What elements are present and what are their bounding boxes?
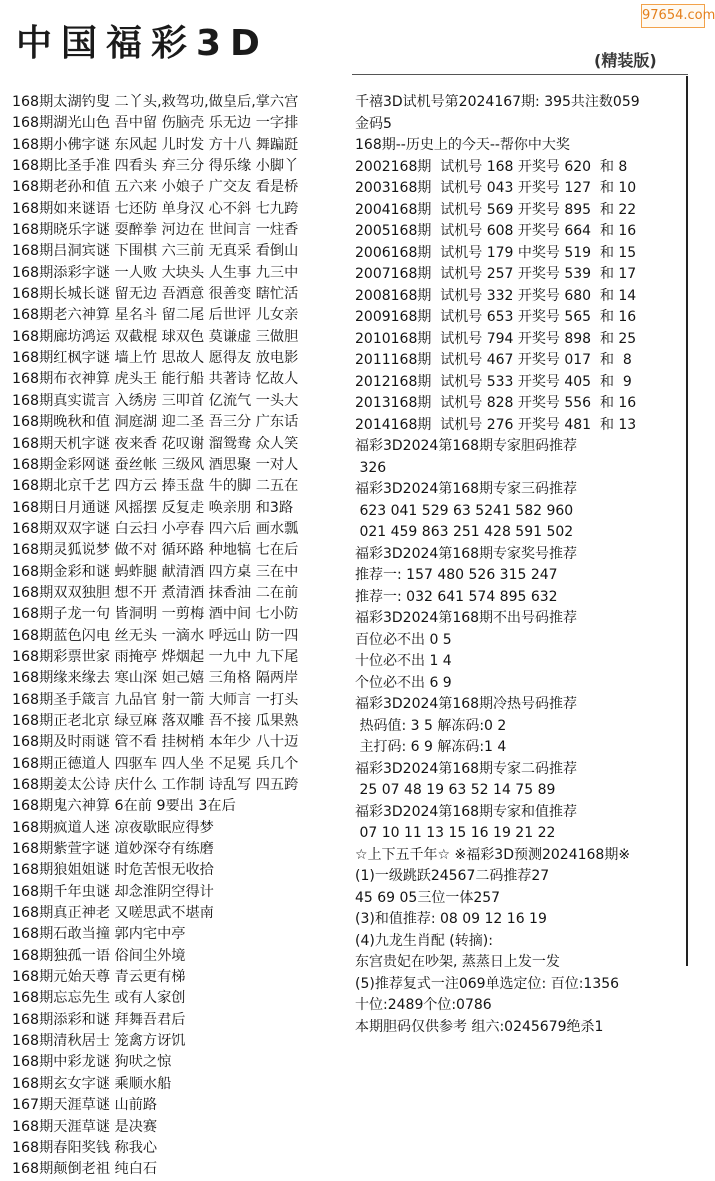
prediction-line: 07 10 11 13 15 16 19 21 22 — [355, 825, 556, 841]
riddle-line: 168期金彩和谜 蚂蚱腿 献清酒 四方桌 三在中 — [12, 563, 299, 580]
prediction-line: 2003168期 试机号 043 开奖号 127 和 10 — [355, 180, 637, 196]
riddle-line: 168期狼姐姐谜 时危苦恨无收拾 — [12, 862, 214, 879]
prediction-line: 326 — [355, 459, 387, 476]
prediction-line: 十位必不出 1 4 — [355, 653, 452, 669]
prediction-line: 25 07 48 19 63 52 14 75 89 — [355, 782, 556, 798]
riddle-line: 168期圣手箴言 九品官 射一箭 大师言 一打头 — [12, 691, 299, 708]
riddle-list — [12, 92, 352, 1178]
riddle-line: 168期紫萱字谜 道妙深夺有练磨 — [12, 841, 214, 858]
prediction-line: 2008168期 试机号 332 开奖号 680 和 14 — [355, 287, 637, 304]
prediction-line: 2013168期 试机号 828 开奖号 556 和 16 — [355, 395, 637, 411]
riddle-line: 168期小佛字谜 东风起 儿时发 方十八 舞蹁跹 — [12, 136, 299, 153]
right-border-line — [686, 76, 688, 966]
riddle-line: 168期春阳奖钱 称我心 — [12, 1139, 158, 1156]
riddle-line: 168期中彩龙谜 狗吠之惊 — [12, 1054, 172, 1071]
riddle-line: 168期廊坊鸿运 双截棍 球双色 莫谦虚 三做胆 — [12, 328, 299, 345]
riddle-line: 168期颠倒老祖 纯白石 — [12, 1161, 158, 1178]
riddle-line: 168期正老北京 绿豆麻 落双雕 吾不接 瓜果熟 — [12, 712, 299, 729]
prediction-line: 东宫贵妃在吵架, 蒸蒸日上发一发 — [355, 954, 560, 970]
prediction-line: 2005168期 试机号 608 开奖号 664 和 16 — [355, 223, 637, 239]
prediction-line: 推荐一: 157 480 526 315 247 — [355, 567, 558, 583]
riddle-line: 168期天涯草谜 是决赛 — [12, 1118, 158, 1135]
riddle-line: 168期忘忘先生 或有人家创 — [12, 990, 186, 1007]
riddle-line: 168期独孤一语 俗间尘外境 — [12, 947, 186, 964]
riddle-line: 168期太湖钓叟 二丫头,救驾功,做皇后,掌六宫 — [12, 94, 299, 110]
riddle-line: 168期红枫字谜 墙上竹 思故人 愿得友 放电影 — [12, 350, 299, 367]
riddle-line: 168期双双字谜 白云扫 小亭春 四六后 画水瓢 — [12, 520, 299, 537]
riddle-line: 168期清秋居士 笼禽方讶饥 — [12, 1033, 186, 1050]
prediction-line: 福彩3D2024第168期不出号码推荐 — [355, 610, 578, 626]
riddle-line: 168期元始天尊 青云更有梯 — [12, 969, 186, 986]
riddle-line: 168期金彩网谜 蚕丝帐 三级风 酒思聚 一对人 — [12, 456, 299, 473]
riddle-line: 168期布衣神算 虎头王 能行船 共著诗 忆故人 — [12, 371, 299, 388]
riddle-line: 168期姜太公诗 庆什么 工作制 诗乱写 四五跨 — [12, 777, 299, 793]
prediction-line: 福彩3D2024第168期专家三码推荐 — [355, 481, 578, 497]
prediction-line: 021 459 863 251 428 591 502 — [355, 524, 574, 540]
riddle-line: 168期灵狐说梦 做不对 循环路 种地犒 七在后 — [12, 542, 299, 559]
prediction-line: (5)推荐复式一注069单选定位: 百位:1356 — [355, 975, 620, 992]
prediction-line: (3)和值推荐: 08 09 12 16 19 — [355, 911, 547, 927]
page-title: 中国福彩3D — [16, 23, 269, 64]
prediction-line: (1)一级跳跃24567二码推荐27 — [355, 868, 550, 884]
page-subtitle: (精装版) — [594, 51, 657, 70]
prediction-line: 个位必不出 6 9 — [355, 674, 452, 691]
riddle-line: 168期疯道人迷 凉夜歇眠应得梦 — [12, 819, 214, 836]
prediction-line: 百位必不出 0 5 — [355, 631, 452, 648]
top-divider — [352, 74, 688, 75]
riddle-line: 168期缘来缘去 寒山深 妲己嬉 三角格 隔两岸 — [12, 670, 299, 687]
site-watermark: 97654.com — [641, 4, 705, 28]
prediction-line: 2011168期 试机号 467 开奖号 017 和 8 — [355, 352, 632, 368]
riddle-line: 168期双双独胆 想不开 煮清酒 抹香油 二在前 — [12, 584, 299, 601]
riddle-line: 168期长城长谜 留无边 吾酒意 很善变 瞎忙活 — [12, 286, 299, 303]
prediction-line: 2002168期 试机号 168 开奖号 620 和 8 — [355, 158, 628, 175]
prediction-line: (4)九龙生肖配 (转摘): — [355, 932, 493, 949]
riddle-line: 168期湖光山色 吾中留 伤脑壳 乐无边 一字排 — [12, 115, 299, 132]
riddle-line: 168期及时雨谜 管不看 挂树梢 本年少 八十迈 — [12, 734, 299, 751]
prediction-line: 福彩3D2024第168期专家和值推荐 — [355, 803, 578, 820]
prediction-line: 千禧3D试机号第2024167期: 395共注数059 — [355, 94, 640, 110]
prediction-line: 金码5 — [355, 115, 392, 132]
riddle-line: 168期晚秋和值 洞庭湖 迎二圣 吾三分 广东话 — [12, 414, 299, 431]
riddle-line: 168期玄女字谜 乘顺水船 — [12, 1075, 172, 1092]
prediction-line: 2004168期 试机号 569 开奖号 895 和 22 — [355, 201, 637, 218]
riddle-line: 168期石敢当撞 郭内宅中亭 — [12, 926, 186, 943]
riddle-line: 167期天涯草谜 山前路 — [12, 1097, 158, 1114]
prediction-line: 2009168期 试机号 653 开奖号 565 和 16 — [355, 309, 637, 325]
riddle-line: 168期千年虫谜 却念淮阴空得计 — [12, 883, 214, 900]
riddle-line: 168期彩票世家 雨掩亭 烨烟起 一九中 九下尾 — [12, 648, 299, 665]
riddle-line: 168期鬼六神算 6在前 9要出 3在后 — [12, 798, 236, 815]
riddle-line: 168期正德道人 四驱车 四人坐 不足冕 兵几个 — [12, 755, 299, 772]
prediction-line: 推荐一: 032 641 574 895 632 — [355, 588, 558, 605]
riddle-line: 168期添彩和谜 拜舞吾君后 — [12, 1011, 186, 1028]
prediction-line: 主打码: 6 9 解冻码:1 4 — [355, 739, 507, 755]
prediction-line: 福彩3D2024第168期专家奖号推荐 — [355, 545, 578, 562]
prediction-panel — [355, 92, 685, 1035]
riddle-line: 168期天机字谜 夜来香 花叹谢 溜鸳鸯 众人笑 — [12, 435, 299, 452]
prediction-line: 623 041 529 63 5241 582 960 — [355, 502, 574, 519]
prediction-line: 45 69 05三位一体257 — [355, 889, 501, 906]
prediction-line: 2010168期 试机号 794 开奖号 898 和 25 — [355, 330, 637, 347]
riddle-line: 168期北京千艺 四方云 捧玉盘 牛的脚 二五在 — [12, 478, 299, 495]
riddle-line: 168期吕洞宾谜 下围棋 六三前 无真采 看倒山 — [12, 243, 299, 260]
prediction-line: 2014168期 试机号 276 开奖号 481 和 13 — [355, 416, 637, 433]
riddle-line: 168期如来谜语 七还防 单身汉 心不斜 七九跨 — [12, 200, 299, 217]
prediction-line: 本期胆码仅供参考 组六:0245679绝杀1 — [355, 1018, 604, 1035]
prediction-line: ☆上下五千年☆ ※福彩3D预测2024168期※ — [355, 846, 631, 863]
prediction-line: 168期--历史上的今天--帮你中大奖 — [355, 137, 570, 153]
riddle-line: 168期蓝色闪电 丝无头 一滴水 呼远山 防一四 — [12, 627, 299, 644]
prediction-line: 2006168期 试机号 179 中奖号 519 和 15 — [355, 244, 637, 261]
riddle-line: 168期日月通谜 风摇摆 反复走 唤亲朋 和3路 — [12, 499, 294, 516]
prediction-line: 2012168期 试机号 533 开奖号 405 和 9 — [355, 373, 632, 390]
riddle-line: 168期比圣手准 四看头 弃三分 得乐缘 小脚丫 — [12, 158, 299, 175]
riddle-line: 168期老六神算 星名斗 留二尾 后世评 儿女亲 — [12, 307, 299, 324]
prediction-line: 2007168期 试机号 257 开奖号 539 和 17 — [355, 266, 637, 282]
riddle-line: 168期真实谎言 入绣房 三叩首 亿流气 一头大 — [12, 392, 299, 409]
prediction-line: 福彩3D2024第168期专家二码推荐 — [355, 760, 578, 777]
prediction-line: 福彩3D2024第168期专家胆码推荐 — [355, 438, 578, 454]
riddle-line: 168期老孙和值 五六来 小娘子 广交友 看是桥 — [12, 179, 299, 196]
prediction-line: 福彩3D2024第168期冷热号码推荐 — [355, 696, 578, 712]
riddle-line: 168期子龙一句 皆洞明 一剪梅 酒中间 七小防 — [12, 606, 299, 623]
riddle-line: 168期添彩字谜 一人败 大块头 人生事 九三中 — [12, 264, 299, 281]
prediction-line: 热码值: 3 5 解冻码:0 2 — [355, 717, 507, 734]
riddle-line: 168期晓乐字谜 耍醉拳 河边在 世间言 一炷香 — [12, 222, 299, 239]
prediction-line: 十位:2489个位:0786 — [355, 997, 492, 1013]
riddle-line: 168期真正神老 又嗟思武不堪南 — [12, 905, 214, 922]
